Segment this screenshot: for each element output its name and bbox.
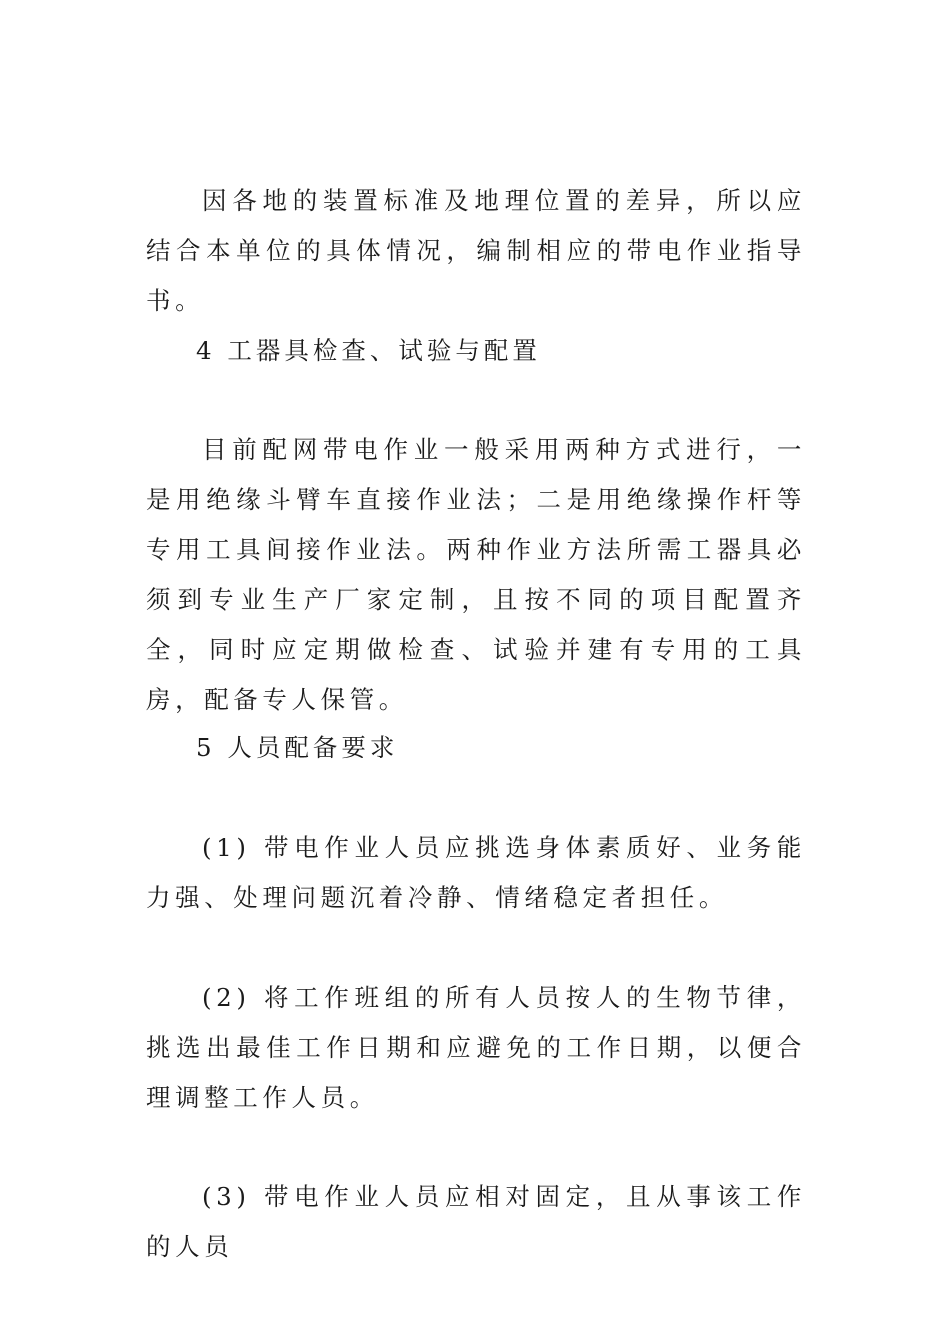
paragraph-requirement-1: (1) 带电作业人员应挑选身体素质好、业务能力强、处理问题沉着冷静、情绪稳定者担任。 xyxy=(146,833,806,912)
section-heading-5: 5 人员配备要求 xyxy=(196,733,399,762)
paragraph-tools-config: 目前配网带电作业一般采用两种方式进行，一是用绝缘斗臂车直接作业法；二是用绝缘操作杆等专用工具间接作业法。两种作业方法所需工器具必须到专业生产厂家定制，且按不同的项目配置齐全，同时应定期做检查、试验并建有专用的工具房，配备专人保管。 xyxy=(146,435,806,714)
paragraph-requirement-2: (2) 将工作班组的所有人员按人的生物节律，挑选出最佳工作日期和应避免的工作日期，以便合理调整工作人员。 xyxy=(146,983,806,1112)
section-heading-4: 4 工器具检查、试验与配置 xyxy=(196,336,541,365)
paragraph-device-standards: 因各地的装置标准及地理位置的差异，所以应结合本单位的具体情况，编制相应的带电作业指导书。 xyxy=(146,186,806,315)
paragraph-requirement-3: (3) 带电作业人员应相对固定，且从事该工作的人员 xyxy=(146,1182,806,1261)
